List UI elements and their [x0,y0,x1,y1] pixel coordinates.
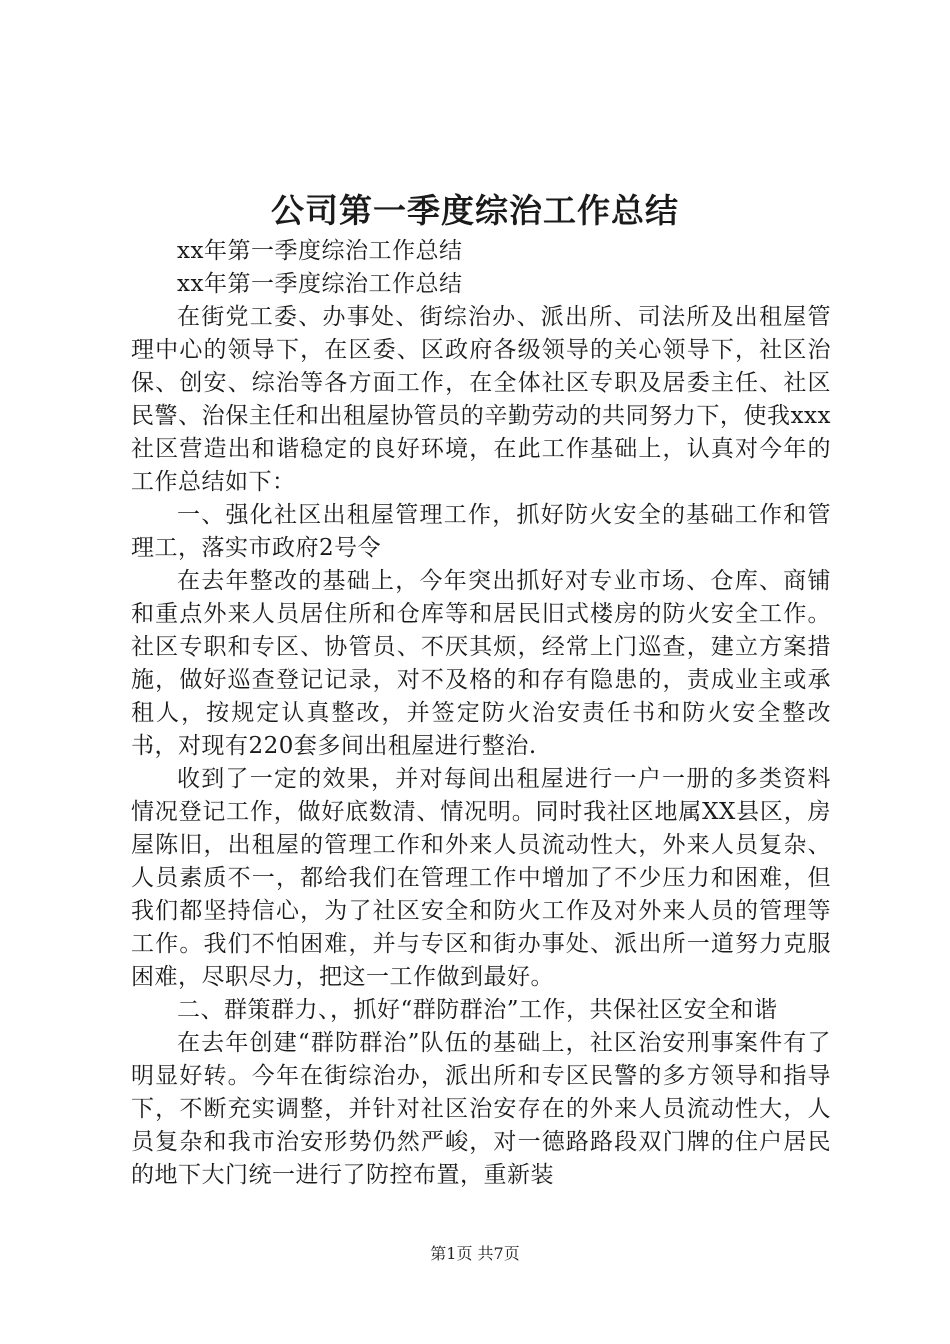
section-heading: 二、群策群力、，抓好“群防群治”工作，共保社区安全和谐 [177,997,778,1023]
body-paragraph: 在街党工委、办事处、街综治办、派出所、司法所及出租屋管理中心的领导下，在区委、区政府各级领导的关心领导下，社区治保、创安、综治等各方面工作，在全体社区专职及居委主任、社区民警、治保主任和出租屋协管员的辛勤劳动的共同努力下，使我xxx社区营造出和谐稳定的良好环境，在此工作基础上，认真对今年的工作总结如下： [131,304,831,495]
body-paragraph: 在去年创建“群防群治”队伍的基础上，社区治安刑事案件有了明显好转。今年在街综治办，派出所和专区民警的多方领导和指导下，不断充实调整，并针对社区治安存在的外来人员流动性大，人员复杂和我市治安形势仍然严峻，对一德路路段双门牌的住户居民的地下大门统一进行了防控布置，重新装 [131,1030,831,1188]
document-title: 公司第一季度综治工作总结 [271,191,679,230]
document-body [131,235,831,1192]
body-paragraph: 在去年整改的基础上，今年突出抓好对专业市场、仓库、商铺和重点外来人员居住所和仓库等和居民旧式楼房的防火安全工作。社区专职和专区、协管员、不厌其烦，经常上门巡查，建立方案措施，做好巡查登记记录，对不及格的和存有隐患的，责成业主或承租人，按规定认真整改，并签定防火治安责任书和防火安全整改书，对现有220套多间出租屋进行整治. [131,568,831,759]
section-heading: 一、强化社区出租屋管理工作，抓好防火安全的基础工作和管理工，落实市政府2号令 [131,502,831,561]
subtitle-line: xx年第一季度综治工作总结 [177,271,463,297]
subtitle-line: xx年第一季度综治工作总结 [177,238,463,264]
body-paragraph: 收到了一定的效果，并对每间出租屋进行一户一册的多类资料情况登记工作，做好底数清、情况明。同时我社区地属XX县区，房屋陈旧，出租屋的管理工作和外来人员流动性大，外来人员复杂、人员素质不一，都给我们在管理工作中增加了不少压力和困难，但我们都坚持信心，为了社区安全和防火工作及对外来人员的管理等工作。我们不怕困难，并与专区和街办事处、派出所一道努力克服困难，尽职尽力，把这一工作做到最好。 [131,766,831,990]
page-footer: 第1页 共7页 [430,1244,520,1263]
